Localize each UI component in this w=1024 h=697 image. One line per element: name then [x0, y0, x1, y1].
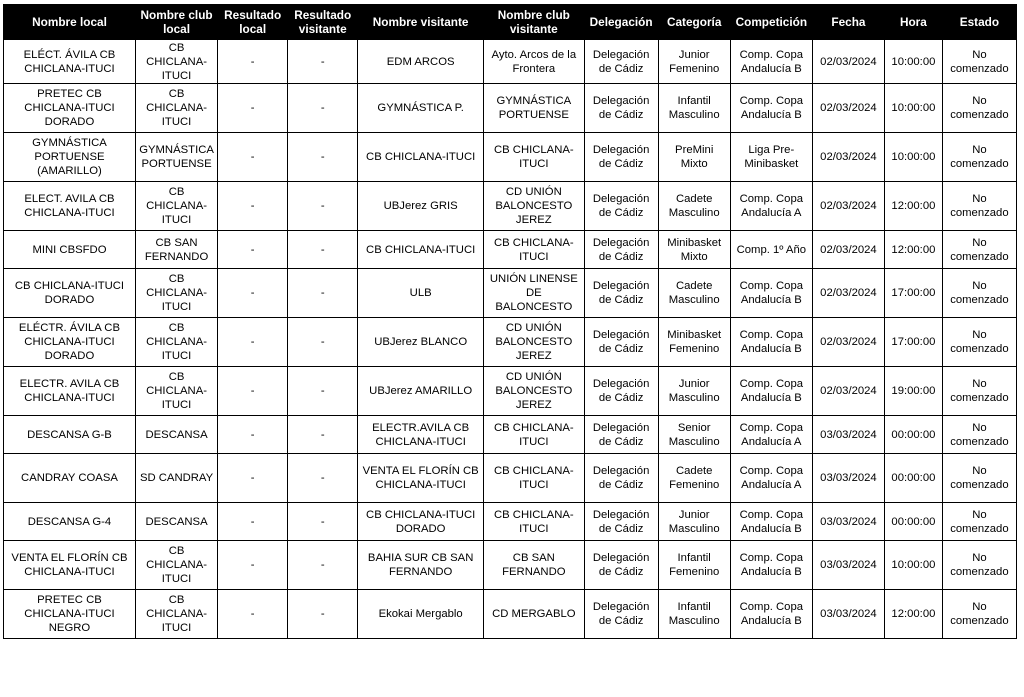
matches-table [3, 4, 1017, 639]
cell-nombre-visitante: UBJerez AMARILLO [358, 367, 484, 416]
cell-resultado-visitante: - [288, 133, 358, 182]
cell-resultado-visitante: - [288, 541, 358, 590]
cell-nombre-club-local: CB CHICLANA-ITUCI [135, 40, 217, 84]
table-row [4, 590, 1017, 639]
cell-resultado-local: - [218, 231, 288, 269]
cell-estado: No comenzado [942, 231, 1016, 269]
cell-fecha: 03/03/2024 [812, 416, 884, 454]
cell-delegacion: Delegación de Cádiz [584, 318, 658, 367]
cell-hora: 00:00:00 [884, 454, 942, 503]
cell-fecha: 03/03/2024 [812, 503, 884, 541]
cell-nombre-club-local: CB CHICLANA-ITUCI [135, 269, 217, 318]
cell-fecha: 02/03/2024 [812, 84, 884, 133]
cell-nombre-club-local: CB CHICLANA-ITUCI [135, 182, 217, 231]
cell-categoria: Cadete Femenino [658, 454, 730, 503]
column-header-delegacion: Delegación [584, 5, 658, 40]
cell-nombre-visitante: CB CHICLANA-ITUCI [358, 133, 484, 182]
cell-categoria: Minibasket Mixto [658, 231, 730, 269]
cell-nombre-club-visitante: CB CHICLANA-ITUCI [484, 454, 584, 503]
column-header-categoria: Categoría [658, 5, 730, 40]
cell-delegacion: Delegación de Cádiz [584, 133, 658, 182]
cell-resultado-local: - [218, 133, 288, 182]
cell-hora: 00:00:00 [884, 416, 942, 454]
cell-nombre-visitante: CB CHICLANA-ITUCI DORADO [358, 503, 484, 541]
cell-resultado-local: - [218, 269, 288, 318]
table-row [4, 416, 1017, 454]
cell-nombre-club-visitante: CD UNIÓN BALONCESTO JEREZ [484, 367, 584, 416]
cell-estado: No comenzado [942, 503, 1016, 541]
table-row [4, 454, 1017, 503]
cell-estado: No comenzado [942, 40, 1016, 84]
cell-categoria: Senior Masculino [658, 416, 730, 454]
cell-hora: 12:00:00 [884, 590, 942, 639]
cell-competicion: Comp. Copa Andalucía B [730, 269, 812, 318]
cell-resultado-visitante: - [288, 367, 358, 416]
cell-resultado-visitante: - [288, 416, 358, 454]
cell-delegacion: Delegación de Cádiz [584, 231, 658, 269]
cell-nombre-local: ELÉCTR. ÁVILA CB CHICLANA-ITUCI DORADO [4, 318, 136, 367]
table-row [4, 367, 1017, 416]
cell-categoria: Infantil Masculino [658, 590, 730, 639]
table-row [4, 269, 1017, 318]
header-row [4, 5, 1017, 40]
cell-estado: No comenzado [942, 367, 1016, 416]
cell-nombre-club-visitante: UNIÓN LINENSE DE BALONCESTO [484, 269, 584, 318]
cell-categoria: Infantil Masculino [658, 84, 730, 133]
cell-estado: No comenzado [942, 590, 1016, 639]
cell-delegacion: Delegación de Cádiz [584, 367, 658, 416]
cell-estado: No comenzado [942, 416, 1016, 454]
table-row [4, 231, 1017, 269]
cell-resultado-visitante: - [288, 84, 358, 133]
table-row [4, 318, 1017, 367]
cell-fecha: 02/03/2024 [812, 231, 884, 269]
table-body [4, 40, 1017, 639]
cell-nombre-club-local: CB CHICLANA-ITUCI [135, 318, 217, 367]
cell-resultado-visitante: - [288, 318, 358, 367]
cell-resultado-visitante: - [288, 503, 358, 541]
cell-delegacion: Delegación de Cádiz [584, 40, 658, 84]
cell-categoria: Junior Femenino [658, 40, 730, 84]
cell-delegacion: Delegación de Cádiz [584, 84, 658, 133]
cell-nombre-club-visitante: CD UNIÓN BALONCESTO JEREZ [484, 318, 584, 367]
cell-estado: No comenzado [942, 318, 1016, 367]
cell-resultado-local: - [218, 182, 288, 231]
cell-delegacion: Delegación de Cádiz [584, 590, 658, 639]
cell-resultado-local: - [218, 503, 288, 541]
cell-competicion: Comp. Copa Andalucía B [730, 84, 812, 133]
cell-resultado-local: - [218, 541, 288, 590]
cell-nombre-club-visitante: CB CHICLANA-ITUCI [484, 133, 584, 182]
cell-delegacion: Delegación de Cádiz [584, 182, 658, 231]
cell-nombre-visitante: CB CHICLANA-ITUCI [358, 231, 484, 269]
cell-competicion: Comp. Copa Andalucía B [730, 541, 812, 590]
cell-competicion: Comp. Copa Andalucía B [730, 590, 812, 639]
cell-estado: No comenzado [942, 133, 1016, 182]
schedule-sheet [3, 4, 1017, 639]
cell-delegacion: Delegación de Cádiz [584, 416, 658, 454]
cell-delegacion: Delegación de Cádiz [584, 269, 658, 318]
cell-nombre-club-visitante: CB CHICLANA-ITUCI [484, 416, 584, 454]
cell-resultado-local: - [218, 416, 288, 454]
cell-nombre-visitante: Ekokai Mergablo [358, 590, 484, 639]
cell-nombre-visitante: ELECTR.AVILA CB CHICLANA-ITUCI [358, 416, 484, 454]
cell-fecha: 02/03/2024 [812, 40, 884, 84]
cell-hora: 12:00:00 [884, 231, 942, 269]
table-row [4, 503, 1017, 541]
cell-nombre-local: ELECT. AVILA CB CHICLANA-ITUCI [4, 182, 136, 231]
cell-resultado-local: - [218, 40, 288, 84]
cell-nombre-club-visitante: GYMNÁSTICA PORTUENSE [484, 84, 584, 133]
cell-delegacion: Delegación de Cádiz [584, 454, 658, 503]
cell-categoria: Junior Masculino [658, 367, 730, 416]
cell-categoria: Cadete Masculino [658, 269, 730, 318]
column-header-resultado-visitante: Resultado visitante [288, 5, 358, 40]
cell-categoria: PreMini Mixto [658, 133, 730, 182]
cell-competicion: Comp. Copa Andalucía B [730, 40, 812, 84]
cell-nombre-visitante: GYMNÁSTICA P. [358, 84, 484, 133]
cell-nombre-club-local: DESCANSA [135, 503, 217, 541]
cell-resultado-visitante: - [288, 40, 358, 84]
column-header-resultado-local: Resultado local [218, 5, 288, 40]
cell-nombre-visitante: EDM ARCOS [358, 40, 484, 84]
cell-competicion: Comp. 1º Año [730, 231, 812, 269]
cell-fecha: 02/03/2024 [812, 269, 884, 318]
cell-competicion: Comp. Copa Andalucía A [730, 416, 812, 454]
cell-fecha: 02/03/2024 [812, 133, 884, 182]
cell-nombre-club-local: CB CHICLANA-ITUCI [135, 541, 217, 590]
cell-resultado-visitante: - [288, 269, 358, 318]
cell-resultado-local: - [218, 318, 288, 367]
cell-nombre-club-local: DESCANSA [135, 416, 217, 454]
cell-estado: No comenzado [942, 84, 1016, 133]
cell-hora: 10:00:00 [884, 84, 942, 133]
cell-nombre-local: VENTA EL FLORÍN CB CHICLANA-ITUCI [4, 541, 136, 590]
cell-nombre-club-visitante: CD MERGABLO [484, 590, 584, 639]
column-header-hora: Hora [884, 5, 942, 40]
cell-resultado-visitante: - [288, 590, 358, 639]
cell-hora: 10:00:00 [884, 40, 942, 84]
cell-nombre-local: PRETEC CB CHICLANA-ITUCI DORADO [4, 84, 136, 133]
cell-fecha: 02/03/2024 [812, 318, 884, 367]
column-header-nombre-visitante: Nombre visitante [358, 5, 484, 40]
cell-competicion: Comp. Copa Andalucía B [730, 503, 812, 541]
cell-nombre-visitante: BAHIA SUR CB SAN FERNANDO [358, 541, 484, 590]
cell-nombre-visitante: ULB [358, 269, 484, 318]
cell-resultado-local: - [218, 454, 288, 503]
column-header-nombre-local: Nombre local [4, 5, 136, 40]
cell-nombre-local: DESCANSA G-B [4, 416, 136, 454]
cell-delegacion: Delegación de Cádiz [584, 541, 658, 590]
cell-nombre-visitante: UBJerez GRIS [358, 182, 484, 231]
column-header-competicion: Competición [730, 5, 812, 40]
cell-nombre-local: CB CHICLANA-ITUCI DORADO [4, 269, 136, 318]
cell-fecha: 03/03/2024 [812, 454, 884, 503]
column-header-estado: Estado [942, 5, 1016, 40]
cell-estado: No comenzado [942, 182, 1016, 231]
cell-hora: 19:00:00 [884, 367, 942, 416]
cell-nombre-club-local: CB CHICLANA-ITUCI [135, 590, 217, 639]
cell-fecha: 03/03/2024 [812, 590, 884, 639]
cell-estado: No comenzado [942, 269, 1016, 318]
cell-categoria: Minibasket Femenino [658, 318, 730, 367]
cell-hora: 00:00:00 [884, 503, 942, 541]
cell-resultado-local: - [218, 590, 288, 639]
cell-hora: 10:00:00 [884, 541, 942, 590]
cell-nombre-club-visitante: CB SAN FERNANDO [484, 541, 584, 590]
table-row [4, 84, 1017, 133]
cell-competicion: Comp. Copa Andalucía A [730, 182, 812, 231]
cell-categoria: Cadete Masculino [658, 182, 730, 231]
cell-nombre-local: CANDRAY COASA [4, 454, 136, 503]
column-header-nombre-club-visitante: Nombre club visitante [484, 5, 584, 40]
cell-resultado-visitante: - [288, 182, 358, 231]
cell-nombre-local: PRETEC CB CHICLANA-ITUCI NEGRO [4, 590, 136, 639]
cell-hora: 17:00:00 [884, 318, 942, 367]
cell-resultado-local: - [218, 367, 288, 416]
table-row [4, 182, 1017, 231]
cell-hora: 17:00:00 [884, 269, 942, 318]
table-row [4, 541, 1017, 590]
cell-hora: 12:00:00 [884, 182, 942, 231]
cell-resultado-local: - [218, 84, 288, 133]
cell-estado: No comenzado [942, 454, 1016, 503]
cell-hora: 10:00:00 [884, 133, 942, 182]
cell-delegacion: Delegación de Cádiz [584, 503, 658, 541]
cell-nombre-local: ELÉCT. ÁVILA CB CHICLANA-ITUCI [4, 40, 136, 84]
cell-nombre-local: DESCANSA G-4 [4, 503, 136, 541]
column-header-fecha: Fecha [812, 5, 884, 40]
cell-competicion: Comp. Copa Andalucía B [730, 318, 812, 367]
table-row [4, 40, 1017, 84]
cell-fecha: 03/03/2024 [812, 541, 884, 590]
cell-fecha: 02/03/2024 [812, 367, 884, 416]
cell-nombre-local: GYMNÁSTICA PORTUENSE (AMARILLO) [4, 133, 136, 182]
cell-nombre-club-visitante: CB CHICLANA-ITUCI [484, 503, 584, 541]
cell-competicion: Liga Pre-Minibasket [730, 133, 812, 182]
cell-categoria: Junior Masculino [658, 503, 730, 541]
cell-nombre-club-visitante: CD UNIÓN BALONCESTO JEREZ [484, 182, 584, 231]
cell-fecha: 02/03/2024 [812, 182, 884, 231]
cell-competicion: Comp. Copa Andalucía A [730, 454, 812, 503]
cell-categoria: Infantil Femenino [658, 541, 730, 590]
cell-estado: No comenzado [942, 541, 1016, 590]
cell-nombre-local: MINI CBSFDO [4, 231, 136, 269]
cell-competicion: Comp. Copa Andalucía B [730, 367, 812, 416]
table-header [4, 5, 1017, 40]
column-header-nombre-club-local: Nombre club local [135, 5, 217, 40]
cell-nombre-club-local: CB CHICLANA-ITUCI [135, 367, 217, 416]
cell-nombre-local: ELECTR. AVILA CB CHICLANA-ITUCI [4, 367, 136, 416]
cell-nombre-club-local: CB CHICLANA-ITUCI [135, 84, 217, 133]
cell-nombre-club-visitante: Ayto. Arcos de la Frontera [484, 40, 584, 84]
cell-nombre-club-local: GYMNÁSTICA PORTUENSE [135, 133, 217, 182]
cell-nombre-club-local: CB SAN FERNANDO [135, 231, 217, 269]
cell-nombre-visitante: UBJerez BLANCO [358, 318, 484, 367]
cell-resultado-visitante: - [288, 454, 358, 503]
table-row [4, 133, 1017, 182]
cell-nombre-visitante: VENTA EL FLORÍN CB CHICLANA-ITUCI [358, 454, 484, 503]
cell-nombre-club-local: SD CANDRAY [135, 454, 217, 503]
cell-nombre-club-visitante: CB CHICLANA-ITUCI [484, 231, 584, 269]
cell-resultado-visitante: - [288, 231, 358, 269]
